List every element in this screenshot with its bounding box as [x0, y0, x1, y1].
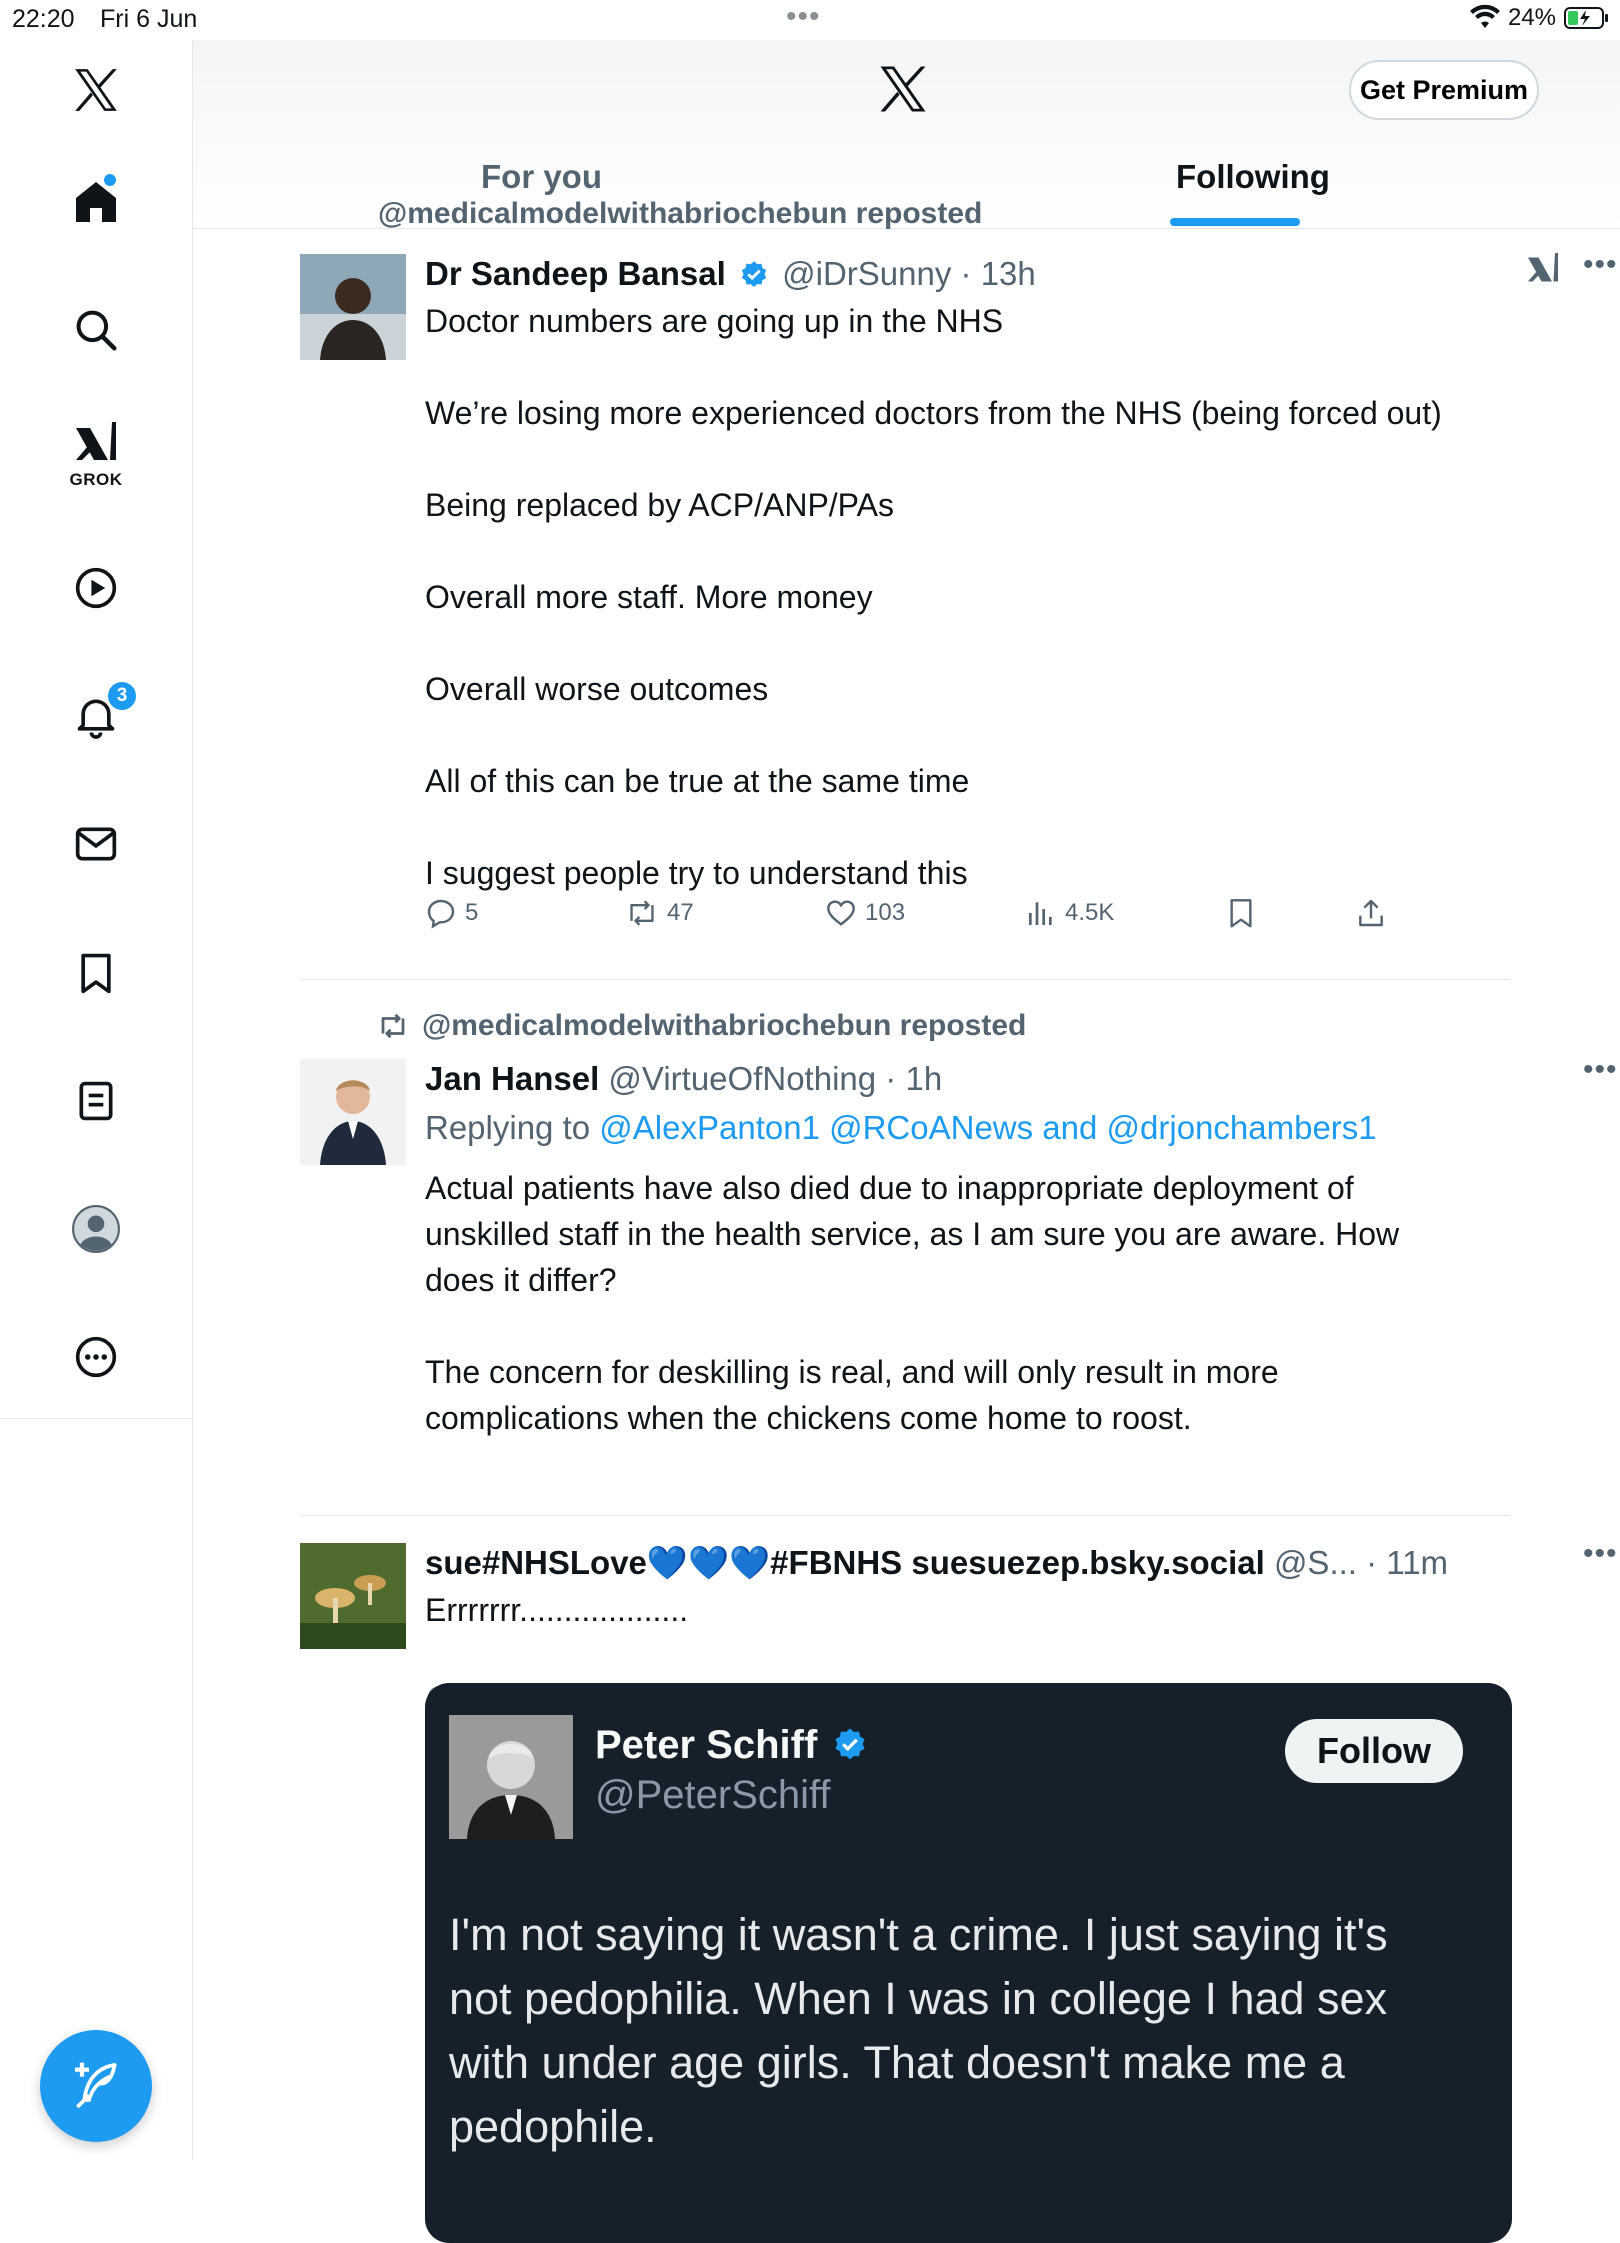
avatar[interactable]	[300, 1059, 406, 1165]
post-header: Dr Sandeep Bansal @iDrSunny · 13h	[425, 254, 1036, 299]
grok-label: GROK	[69, 470, 123, 489]
nav-bookmarks[interactable]	[56, 933, 136, 1013]
home-unread-dot	[104, 174, 116, 186]
x-logo-nav[interactable]	[56, 50, 136, 130]
post-header: Jan Hansel @VirtueOfNothing · 1h	[425, 1060, 943, 1097]
post-more-icon[interactable]: •••	[1583, 248, 1618, 281]
reply-count: 5	[465, 899, 479, 926]
repost-icon	[625, 897, 659, 929]
handle[interactable]: @S...	[1273, 1544, 1357, 1581]
nav-profile[interactable]	[56, 1189, 136, 1269]
play-circle-icon	[74, 566, 118, 610]
repost-attribution[interactable]	[376, 1009, 1026, 1043]
x-logo-header[interactable]	[876, 62, 930, 121]
post-more-icon[interactable]: •••	[1583, 1053, 1618, 1086]
display-name[interactable]: sue#NHSLove💙💙💙#FBNHS suesuezep.bsky.social	[425, 1544, 1265, 1581]
embed-text-line: pedophile.	[449, 2101, 657, 2152]
post-text-line: The concern for deskilling is real, and will only result in more	[425, 1354, 1279, 1390]
replying-to	[425, 1109, 1377, 1147]
nav-home[interactable]	[56, 162, 136, 242]
nav-grok[interactable]	[56, 412, 136, 492]
handle[interactable]: @iDrSunny	[782, 255, 952, 292]
bookmark-icon	[74, 951, 118, 995]
post-body	[425, 248, 1618, 954]
repost-button[interactable]	[625, 897, 694, 929]
wifi-icon	[1470, 6, 1500, 30]
post-item[interactable]	[300, 248, 1618, 954]
battery-percent: 24%	[1507, 4, 1556, 31]
status-time: 22:20	[12, 5, 75, 33]
reply-button[interactable]	[425, 897, 478, 929]
embed-avatar	[449, 1715, 573, 1839]
post-item[interactable]	[300, 1537, 1618, 2183]
grok-icon	[72, 420, 120, 464]
post-separator	[300, 979, 1510, 980]
embed-text-line: not pedophilia. When I was in college I had sex	[449, 1973, 1388, 2024]
embed-handle: @PeterSchiff	[595, 1773, 831, 1817]
post-time[interactable]: 11m	[1386, 1544, 1449, 1581]
nav-video[interactable]	[56, 548, 136, 628]
grok-explain-icon[interactable]	[1525, 250, 1561, 291]
clipped-repost-line: @medicalmodelwithabriochebun reposted	[378, 197, 983, 230]
nav-notifications[interactable]	[56, 676, 136, 756]
replying-to-label: Replying to	[425, 1109, 591, 1146]
post-text-line: Overall more staff. More money	[425, 579, 873, 615]
feather-plus-icon	[68, 2058, 124, 2114]
like-button[interactable]	[825, 897, 905, 929]
status-bar	[0, 0, 1620, 40]
post-time[interactable]: 1h	[905, 1060, 943, 1097]
avatar[interactable]	[300, 254, 406, 360]
nav-messages[interactable]	[56, 804, 136, 884]
handle[interactable]: @VirtueOfNothing	[608, 1060, 877, 1097]
views-count: 4.5K	[1065, 899, 1115, 926]
display-name[interactable]: Jan Hansel	[425, 1060, 600, 1097]
post-text-line: We’re losing more experienced doctors from the NHS (being forced out)	[425, 395, 1442, 431]
active-tab-indicator	[1170, 218, 1300, 226]
share-button[interactable]	[1355, 897, 1387, 929]
nav-lists[interactable]	[56, 1061, 136, 1141]
post-time[interactable]: 13h	[980, 255, 1036, 292]
post-text	[425, 298, 1442, 896]
search-icon	[74, 308, 118, 352]
compose-post-button[interactable]	[40, 2030, 152, 2142]
more-circle-icon	[74, 1335, 118, 1379]
list-icon	[74, 1079, 118, 1123]
post-text-line: unskilled staff in the health service, as I am sure you are aware. How	[425, 1216, 1400, 1252]
avatar[interactable]	[300, 1543, 406, 1649]
display-name[interactable]: Dr Sandeep Bansal	[425, 255, 726, 292]
bookmark-post-button[interactable]	[1225, 897, 1257, 929]
post-text-line: complications when the chickens come home to roost.	[425, 1400, 1192, 1436]
repost-icon	[376, 1011, 410, 1041]
post-more-icon[interactable]: •••	[1583, 1537, 1618, 1570]
repost-attribution-text: @medicalmodelwithabriochebun reposted	[422, 1009, 1027, 1042]
views-button[interactable]	[1025, 897, 1114, 929]
share-icon	[1355, 897, 1387, 929]
mail-icon	[74, 822, 118, 866]
repost-count: 47	[667, 899, 694, 926]
post-text-line: Errrrrrr...................	[425, 1592, 689, 1628]
post-text-line: I suggest people try to understand this	[425, 855, 968, 891]
status-right	[1470, 4, 1610, 32]
post-text	[425, 1587, 688, 1633]
like-count: 103	[865, 899, 906, 926]
post-text-line: All of this can be true at the same time	[425, 763, 970, 799]
nav-more[interactable]	[56, 1317, 136, 1397]
reply-icon	[425, 897, 457, 929]
verified-badge-icon	[739, 259, 769, 299]
post-separator	[300, 1515, 1510, 1516]
multitasking-dots[interactable]: •••	[786, 0, 821, 33]
embed-text-line: with under age girls. That doesn't make me a	[449, 2037, 1345, 2088]
x-logo-icon	[71, 65, 121, 115]
post-header: sue#NHSLove💙💙💙#FBNHS suesuezep.bsky.social @S... · 11m	[425, 1544, 1449, 1581]
post-text	[425, 1165, 1399, 1441]
post-text-line: Actual patients have also died due to inappropriate deployment of	[425, 1170, 1354, 1206]
left-nav	[0, 40, 193, 2160]
embed-text	[449, 1903, 1388, 2159]
post-text-line: does it differ?	[425, 1262, 617, 1298]
battery-charging-icon	[1564, 6, 1610, 30]
post-text-line: Overall worse outcomes	[425, 671, 769, 707]
timeline-feed[interactable]	[193, 197, 1620, 2160]
status-date: Fri 6 Jun	[100, 5, 198, 33]
tab-following[interactable]: Following	[1176, 158, 1330, 195]
get-premium-button[interactable]: Get Premium	[1349, 60, 1539, 120]
embedded-screenshot-card[interactable]	[425, 1683, 1512, 2243]
profile-avatar-icon	[71, 1204, 121, 1254]
nav-divider	[0, 1418, 192, 1419]
replying-to-mentions[interactable]: @AlexPanton1 @RCoANews and @drjonchambers1	[599, 1109, 1377, 1146]
notification-badge: 3	[106, 680, 138, 712]
post-text-line: Doctor numbers are going up in the NHS	[425, 303, 1004, 339]
embed-follow-button: Follow	[1285, 1719, 1463, 1783]
tab-for-you[interactable]: For you	[481, 158, 602, 195]
heart-icon	[825, 897, 857, 929]
nav-search[interactable]	[56, 290, 136, 370]
post-text-line: Being replaced by ACP/ANP/PAs	[425, 487, 894, 523]
bookmark-icon	[1225, 897, 1257, 929]
views-chart-icon	[1025, 897, 1057, 929]
verified-badge-icon	[832, 1727, 868, 1773]
embed-text-line: I'm not saying it wasn't a crime. I just saying it's	[449, 1909, 1388, 1960]
post-actions	[425, 897, 1425, 941]
x-logo-icon	[876, 62, 930, 116]
embed-display-name: Peter Schiff	[595, 1723, 872, 1773]
